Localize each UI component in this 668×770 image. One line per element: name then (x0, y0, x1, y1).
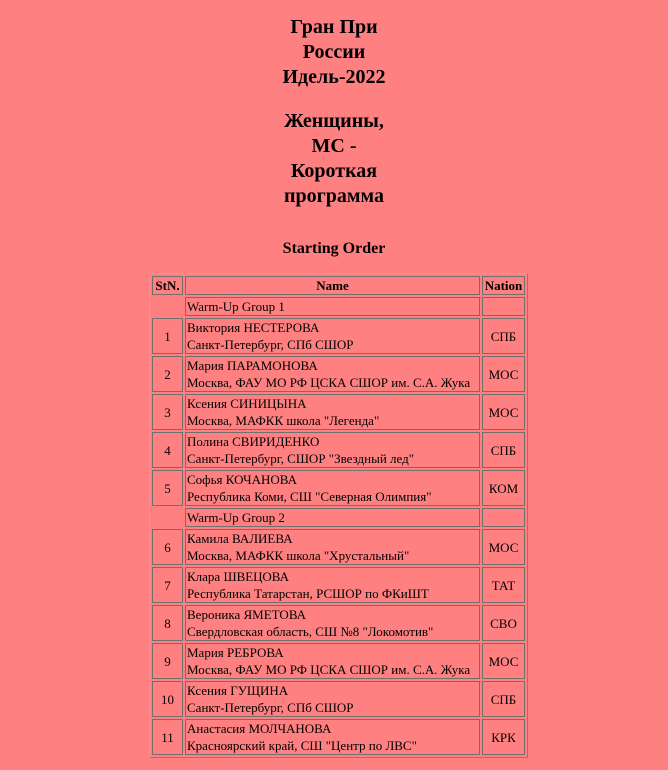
start-number: 9 (152, 643, 183, 679)
event-title (0, 15, 668, 90)
skater-club: Республика Татарстан, РСШОР по ФКиШТ (187, 586, 429, 601)
skater-cell (185, 318, 480, 354)
skater-name: Ксения СИНИЦЫНА (187, 396, 307, 411)
skater-name: Виктория НЕСТЕРОВА (187, 320, 320, 335)
warmup-group-row (152, 297, 525, 316)
skater-name: Полина СВИРИДЕНКО (187, 434, 320, 449)
group-stn-cell (152, 508, 183, 527)
skater-cell (185, 681, 480, 717)
skater-cell (185, 719, 480, 755)
skater-cell (185, 470, 480, 506)
start-number: 8 (152, 605, 183, 641)
table-row (152, 681, 525, 717)
skater-club: Москва, ФАУ МО РФ ЦСКА СШОР им. С.А. Жука (187, 662, 471, 677)
skater-cell (185, 529, 480, 565)
skater-club: Москва, МАФКК школа "Хрустальный" (187, 548, 410, 563)
nation-code: СВО (482, 605, 525, 641)
table-row (152, 567, 525, 603)
skater-name: Вероника ЯМЕТОВА (187, 607, 307, 622)
start-number: 2 (152, 356, 183, 392)
warmup-group-row (152, 508, 525, 527)
skater-club: Москва, МАФКК школа "Легенда" (187, 413, 380, 428)
warmup-group-label: Warm-Up Group 2 (185, 508, 480, 527)
event-title-line: Идель-2022 (282, 66, 386, 88)
skater-cell (185, 567, 480, 603)
skater-name: Анастасия МОЛЧАНОВА (187, 721, 332, 736)
table-row (152, 356, 525, 392)
nation-code: МОС (482, 643, 525, 679)
start-number: 5 (152, 470, 183, 506)
header-nation: Nation (482, 276, 525, 295)
group-nation-cell (482, 508, 525, 527)
nation-code: ТАТ (482, 567, 525, 603)
event-title-line: Гран При (290, 16, 378, 38)
nation-code: МОС (482, 394, 525, 430)
nation-code: КРК (482, 719, 525, 755)
skater-name: Мария РЕБРОВА (187, 645, 284, 660)
nation-code: СПБ (482, 681, 525, 717)
warmup-group-label: Warm-Up Group 1 (185, 297, 480, 316)
nation-code: СПБ (482, 432, 525, 468)
category-title-line: программа (284, 185, 384, 207)
nation-code: КОМ (482, 470, 525, 506)
table-row (152, 470, 525, 506)
header-stn: StN. (152, 276, 183, 295)
group-nation-cell (482, 297, 525, 316)
skater-club: Санкт-Петербург, СПб СШОР (187, 700, 354, 715)
table-row (152, 643, 525, 679)
event-title-line: России (302, 41, 366, 63)
skater-name: Ксения ГУЩИНА (187, 683, 289, 698)
start-number: 11 (152, 719, 183, 755)
skater-club: Красноярский край, СШ "Центр по ЛВС" (187, 738, 417, 753)
category-title-line: МС - (311, 135, 357, 157)
nation-code: МОС (482, 529, 525, 565)
skater-club: Свердловская область, СШ №8 "Локомотив" (187, 624, 434, 639)
skater-cell (185, 356, 480, 392)
category-title-line: Короткая (290, 160, 378, 182)
group-stn-cell (152, 297, 183, 316)
table-row (152, 719, 525, 755)
table-row (152, 529, 525, 565)
skater-cell (185, 643, 480, 679)
table-row (152, 432, 525, 468)
skater-name: Софья КОЧАНОВА (187, 472, 298, 487)
table-body (152, 297, 525, 755)
skater-name: Камила ВАЛИЕВА (187, 531, 293, 546)
section-title: Starting Order (282, 240, 386, 257)
skater-name: Мария ПАРАМОНОВА (187, 358, 318, 373)
header-name: Name (185, 276, 480, 295)
start-number: 1 (152, 318, 183, 354)
start-number: 4 (152, 432, 183, 468)
table-row (152, 394, 525, 430)
skater-club: Санкт-Петербург, СПб СШОР (187, 337, 354, 352)
skater-club: Республика Коми, СШ "Северная Олимпия" (187, 489, 432, 504)
table-row (152, 605, 525, 641)
start-number: 10 (152, 681, 183, 717)
table-header-row (152, 276, 525, 295)
skater-name: Клара ШВЕЦОВА (187, 569, 290, 584)
start-number: 6 (152, 529, 183, 565)
nation-code: СПБ (482, 318, 525, 354)
start-number: 7 (152, 567, 183, 603)
skater-club: Москва, ФАУ МО РФ ЦСКА СШОР им. С.А. Жука (187, 375, 471, 390)
skater-club: Санкт-Петербург, СШОР "Звездный лед" (187, 451, 415, 466)
starting-order-table (149, 273, 528, 758)
skater-cell (185, 432, 480, 468)
start-number: 3 (152, 394, 183, 430)
nation-code: МОС (482, 356, 525, 392)
category-title (0, 109, 668, 209)
table-row (152, 318, 525, 354)
skater-cell (185, 605, 480, 641)
category-title-line: Женщины, (284, 110, 384, 132)
skater-cell (185, 394, 480, 430)
